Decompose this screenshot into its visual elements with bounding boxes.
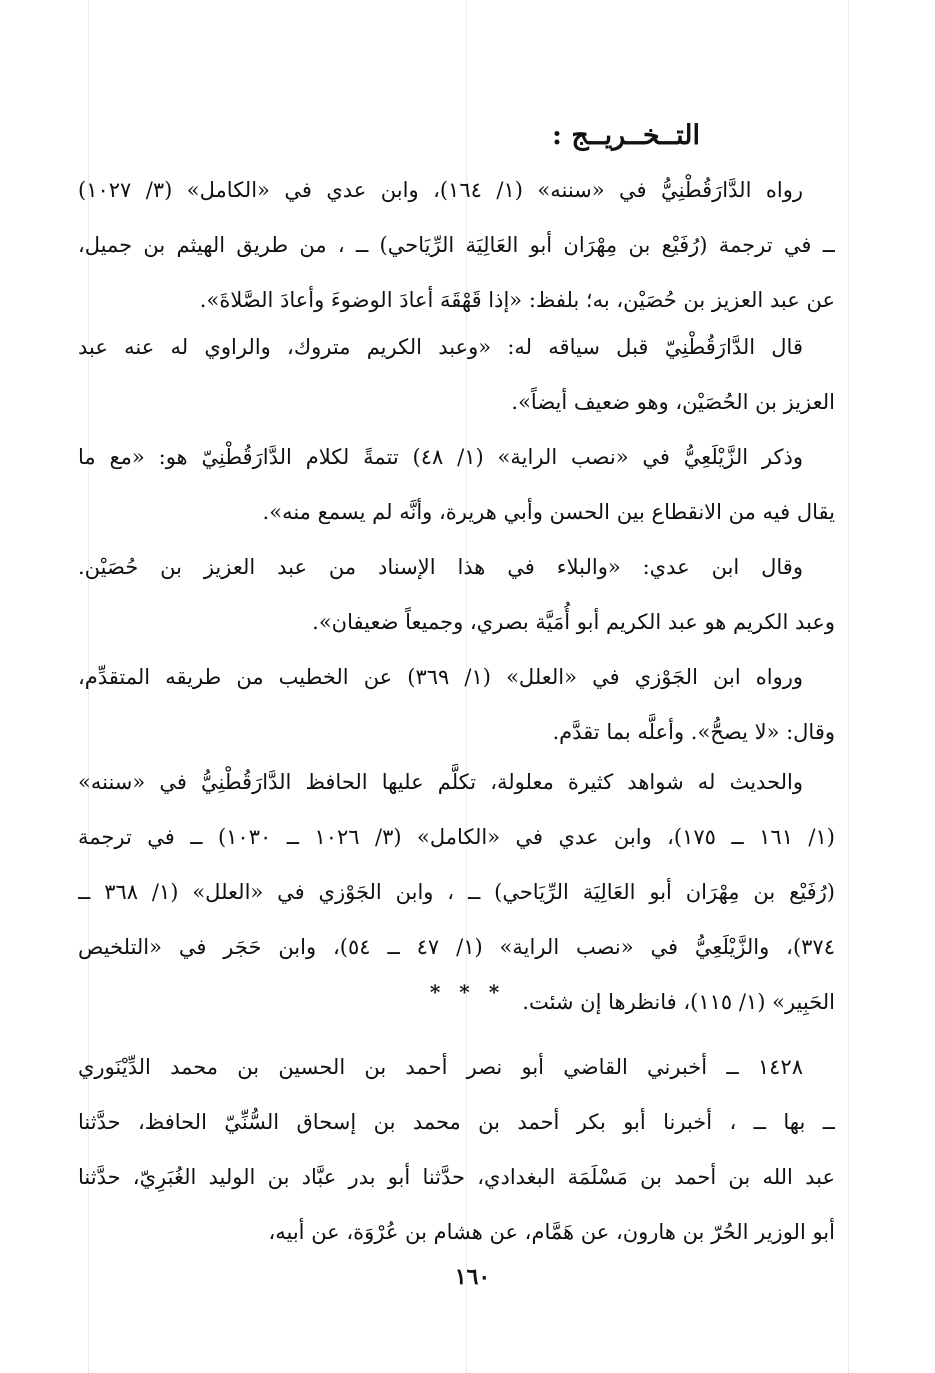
paragraph-1 xyxy=(78,163,835,328)
paragraph-3 xyxy=(78,430,835,540)
hadith-paragraph xyxy=(78,1040,835,1260)
text-line: ــ في ترجمة (رُفَيْع بن مِهْرَان أبو العَالِيَة الرِّيَاحي) ــ ، من طريق الهيثم بن جميل، xyxy=(78,233,835,257)
paragraph-2 xyxy=(78,320,835,430)
page-number-text: ١٦٠ xyxy=(454,1264,491,1290)
text-line: (رُفَيْع بن مِهْرَان أبو العَالِيَة الرِّيَاحي) ــ ، وابن الجَوْزي في «العلل» (١/ ٣٦٨ ــ xyxy=(78,880,835,904)
text-line: ٣٧٤)، والزَّيْلَعِيُّ في «نصب الراية» (١/ ٤٧ ــ ٥٤)، وابن حَجَر في «التلخيص xyxy=(78,935,835,959)
text-line: (١/ ١٦١ ــ ١٧٥)، وابن عدي في «الكامل» (٣/ ١٠٢٦ ــ ١٠٣٠) ــ في ترجمة xyxy=(78,825,835,849)
text-line: ــ بها ــ ، أخبرنا أبو بكر أحمد بن محمد بن إسحاق السُّنِّيّ الحافظ، حدَّثنا xyxy=(78,1110,835,1134)
fold-line xyxy=(848,0,849,1373)
paragraph-4 xyxy=(78,540,835,650)
text-line: رواه الدَّارَقُطْنِيُّ في «سننه» (١/ ١٦٤)، وابن عدي في «الكامل» (٣/ ١٠٢٧) xyxy=(78,178,803,202)
section-heading: التــخــريــج : xyxy=(552,120,700,151)
text-line: والحديث له شواهد كثيرة معلولة، تكلَّم عليها الحافظ الدَّارَقُطْنِيُّ في «سننه» xyxy=(78,770,803,794)
text-line: الحَبِير» (١/ ١١٥)، فانظرها إن شئت. xyxy=(522,990,835,1014)
text-line: وقال: «لا يصحُّ». وأعلَّه بما تقدَّم. xyxy=(552,720,835,744)
text-line: قال الدَّارَقُطْنِيّ قبل سياقه له: «وعبد الكريم متروك، والراوي له عنه عبد xyxy=(78,335,803,359)
text-line: عن عبد العزيز بن حُصَيْن، به؛ بلفظ: «إذا قَهْقَهَ أعادَ الوضوءَ وأعادَ الصَّلاةَ». xyxy=(199,288,835,312)
text-line: وذكر الزَّيْلَعِيُّ في «نصب الراية» (١/ ٤٨) تتمةً لكلام الدَّارَقُطْنِيّ هو: «مع ما xyxy=(78,445,803,469)
text-line: ١٤٢٨ ــ أخبرني القاضي أبو نصر أحمد بن الحسين بن محمد الدِّيْنَوري xyxy=(78,1055,803,1079)
text-line: العزيز بن الحُصَيْن، وهو ضعيف أيضاً». xyxy=(511,390,835,414)
text-line: وقال ابن عدي: «والبلاء في هذا الإسناد من عبد العزيز بن حُصَيْن. xyxy=(78,555,803,579)
text-line: يقال فيه من الانقطاع بين الحسن وأبي هريرة، وأنَّه لم يسمع منه». xyxy=(262,500,835,524)
page-number xyxy=(0,1264,935,1290)
section-separator: * * * xyxy=(429,980,506,1004)
paragraph-5 xyxy=(78,650,835,760)
text-line: أبو الوزير الحُرّ بن هارون، عن هَمَّام، عن هشام بن عُرْوَة، عن أبيه، xyxy=(268,1220,835,1244)
text-line: وعبد الكريم هو عبد الكريم أبو أُمَيَّة بصري، وجميعاً ضعيفان». xyxy=(312,610,835,634)
text-line: عبد الله بن أحمد بن مَسْلَمَة البغدادي، حدَّثنا أبو بدر عبَّاد بن الوليد الغُبَرِيّ، حدَّثنا xyxy=(78,1165,835,1189)
text-line: ورواه ابن الجَوْزي في «العلل» (١/ ٣٦٩) عن الخطيب من طريقه المتقدِّم، xyxy=(78,665,803,689)
